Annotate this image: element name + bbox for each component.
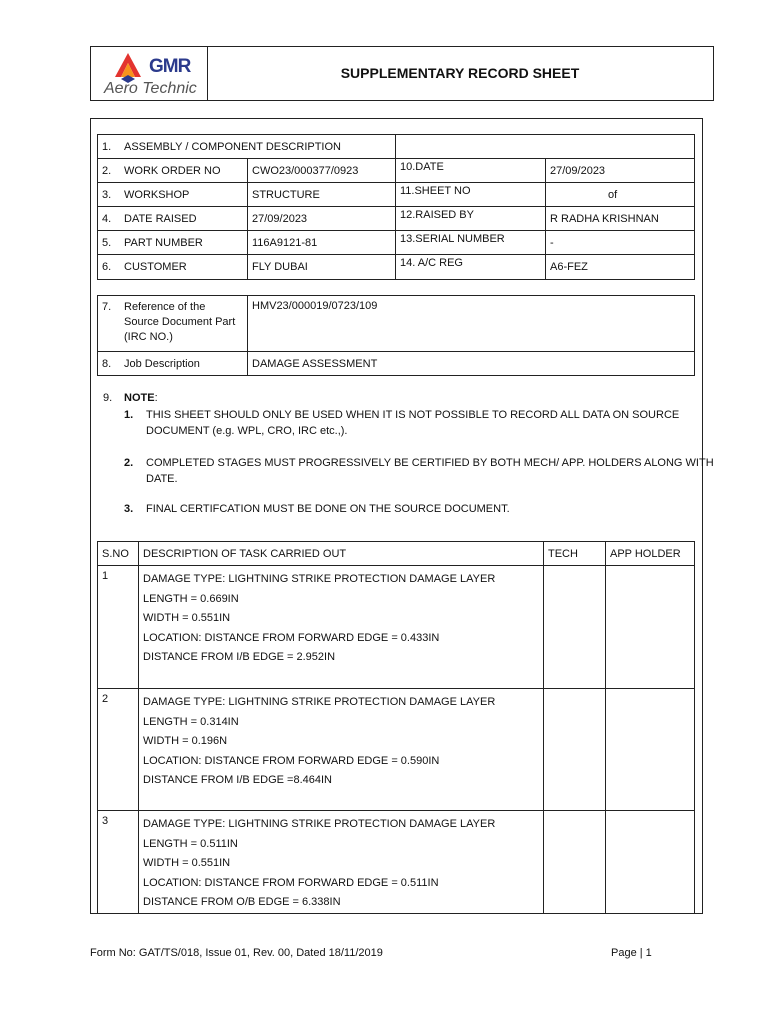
note-item: 1. THIS SHEET SHOULD ONLY BE USED WHEN IT IS NOT POSSIBLE TO RECORD ALL DATA ON SOURCE DOCUMENT (e.g. WPL, CRO, IRC etc.,). <box>124 409 680 437</box>
sno-header: S.NO <box>98 542 139 566</box>
sheet-no-label: 11.SHEET NO <box>396 183 546 207</box>
page-title: SUPPLEMENTARY RECORD SHEET <box>340 65 580 81</box>
reference-row: 7. Reference of the Source Document Part (IRC NO.) HMV23/000019/0723/109 <box>98 296 695 352</box>
info-row: 6. CUSTOMER FLY DUBAI 14. A/C REG A6-FEZ <box>98 255 695 280</box>
customer-value: FLY DUBAI <box>248 255 396 280</box>
info-row: 2. WORK ORDER NO CWO23/000377/0923 10.DATE 27/09/2023 <box>98 159 695 183</box>
task-header-row <box>98 542 695 566</box>
note-item: 2. COMPLETED STAGES MUST PROGRESSIVELY BE CERTIFIED BY BOTH MECH/ APP. HOLDERS ALONG WITH DATE. <box>124 457 714 485</box>
job-value: DAMAGE ASSESSMENT <box>248 352 695 376</box>
header-box <box>90 46 714 101</box>
reference-table <box>97 295 695 376</box>
tech-cell <box>544 689 606 811</box>
date-raised-value: 27/09/2023 <box>248 207 396 231</box>
gmr-logo-icon <box>115 53 141 83</box>
logo <box>91 47 208 100</box>
tech-cell <box>544 566 606 689</box>
note-heading: 9. NOTE: <box>103 392 158 404</box>
description-header: DESCRIPTION OF TASK CARRIED OUT <box>139 542 544 566</box>
sno-cell: 3 <box>98 811 139 914</box>
job-row: 8. Job Description DAMAGE ASSESSMENT <box>98 352 695 376</box>
reference-label: Reference of the Source Document Part (IRC NO.) <box>124 301 236 343</box>
app-holder-cell <box>606 566 695 689</box>
serial-number-value: - <box>546 231 695 255</box>
serial-number-label: 13.SERIAL NUMBER <box>396 231 546 255</box>
sno-cell: 1 <box>98 566 139 689</box>
tech-header: TECH <box>544 542 606 566</box>
task-table <box>97 541 695 914</box>
logo-brand: GMR <box>149 56 191 77</box>
raised-by-value: R RADHA KRISHNAN <box>546 207 695 231</box>
reference-value: HMV23/000019/0723/109 <box>248 296 695 352</box>
date-value: 27/09/2023 <box>546 159 695 183</box>
part-number-value: 116A9121-81 <box>248 231 396 255</box>
info-row: 5. PART NUMBER 116A9121-81 13.SERIAL NUMBER - <box>98 231 695 255</box>
sheet-no-value: of <box>546 183 695 207</box>
app-holder-header: APP HOLDER <box>606 542 695 566</box>
date-label: 10.DATE <box>396 159 546 183</box>
info-value <box>396 135 695 159</box>
raised-by-label: 12.RAISED BY <box>396 207 546 231</box>
job-label: Job Description <box>124 357 200 370</box>
info-row: 3. WORKSHOP STRUCTURE 11.SHEET NO of <box>98 183 695 207</box>
table-row <box>98 689 695 811</box>
app-holder-cell <box>606 689 695 811</box>
work-order-value: CWO23/000377/0923 <box>248 159 396 183</box>
tech-cell <box>544 811 606 914</box>
info-table <box>97 134 695 280</box>
table-row <box>98 811 695 914</box>
app-holder-cell <box>606 811 695 914</box>
description-cell: DAMAGE TYPE: LIGHTNING STRIKE PROTECTION DAMAGE LAYER LENGTH = 0.314IN WIDTH = 0.196N LOCATION: DISTANCE FROM FORWARD EDGE = 0.590IN DISTANCE FROM I/B EDGE =8.464IN <box>139 689 544 811</box>
description-cell: DAMAGE TYPE: LIGHTNING STRIKE PROTECTION DAMAGE LAYER LENGTH = 0.669IN WIDTH = 0.551IN LOCATION: DISTANCE FROM FORWARD EDGE = 0.433IN DISTANCE FROM I/B EDGE = 2.952IN <box>139 566 544 689</box>
table-row <box>98 566 695 689</box>
info-row: 1. ASSEMBLY / COMPONENT DESCRIPTION <box>98 135 695 159</box>
description-cell: DAMAGE TYPE: LIGHTNING STRIKE PROTECTION DAMAGE LAYER LENGTH = 0.511IN WIDTH = 0.551IN LOCATION: DISTANCE FROM FORWARD EDGE = 0.511IN DISTANCE FROM O/B EDGE = 6.338IN <box>139 811 544 914</box>
info-row: 4. DATE RAISED 27/09/2023 12.RAISED BY R RADHA KRISHNAN <box>98 207 695 231</box>
ac-reg-value: A6-FEZ <box>546 255 695 280</box>
ac-reg-label: 14. A/C REG <box>396 255 546 280</box>
note-item: 3. FINAL CERTIFCATION MUST BE DONE ON THE SOURCE DOCUMENT. <box>124 503 510 515</box>
page-number: Page | 1 <box>611 947 652 959</box>
form-number: Form No: GAT/TS/018, Issue 01, Rev. 00, Dated 18/11/2019 <box>90 947 383 959</box>
sno-cell: 2 <box>98 689 139 811</box>
logo-subtitle: Aero Technic <box>104 80 197 97</box>
workshop-value: STRUCTURE <box>248 183 396 207</box>
